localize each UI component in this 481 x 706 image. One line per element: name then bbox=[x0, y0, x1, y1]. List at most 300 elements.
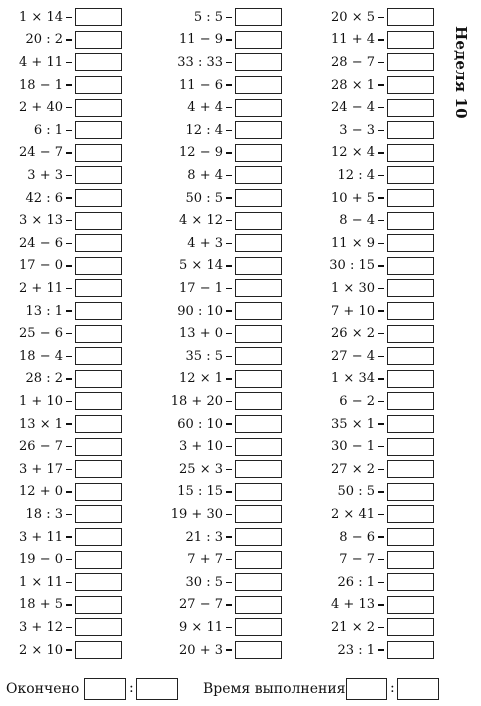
equals-dash bbox=[378, 469, 384, 470]
answer-box[interactable] bbox=[235, 144, 282, 162]
equals-dash bbox=[378, 446, 384, 447]
answer-box[interactable] bbox=[235, 460, 282, 478]
answer-box[interactable] bbox=[235, 392, 282, 410]
problem-row bbox=[0, 368, 122, 391]
problem-row bbox=[0, 458, 122, 481]
finished-minutes-box[interactable] bbox=[136, 678, 178, 700]
problem-expression: 11 × 9 bbox=[331, 235, 375, 251]
problem-expression: 15 : 15 bbox=[177, 484, 223, 500]
problem-row bbox=[160, 368, 282, 391]
problem-row bbox=[160, 571, 282, 594]
equals-dash bbox=[226, 62, 232, 63]
answer-box[interactable] bbox=[387, 618, 434, 636]
answer-box[interactable] bbox=[235, 551, 282, 569]
problem-expression: 17 − 0 bbox=[19, 258, 63, 274]
footer bbox=[0, 677, 481, 703]
problem-expression: 26 : 1 bbox=[337, 574, 375, 590]
answer-box[interactable] bbox=[235, 347, 282, 365]
equals-dash bbox=[66, 197, 72, 198]
answer-box[interactable] bbox=[387, 528, 434, 546]
answer-box[interactable] bbox=[387, 573, 434, 591]
equals-dash bbox=[226, 559, 232, 560]
problem-expression: 2 × 41 bbox=[331, 506, 375, 522]
answer-box[interactable] bbox=[235, 76, 282, 94]
problem-expression: 6 − 2 bbox=[339, 393, 375, 409]
equals-dash bbox=[378, 401, 384, 402]
equals-dash bbox=[226, 469, 232, 470]
problem-expression: 3 × 13 bbox=[19, 213, 63, 229]
equals-dash bbox=[66, 469, 72, 470]
equals-dash bbox=[378, 288, 384, 289]
answer-box[interactable] bbox=[235, 618, 282, 636]
answer-box[interactable] bbox=[75, 144, 122, 162]
problem-row bbox=[0, 616, 122, 639]
equals-dash bbox=[378, 243, 384, 244]
answer-box[interactable] bbox=[387, 53, 434, 71]
problem-expression: 4 × 12 bbox=[179, 213, 223, 229]
answer-box[interactable] bbox=[75, 415, 122, 433]
answer-box[interactable] bbox=[387, 234, 434, 252]
answer-box[interactable] bbox=[387, 166, 434, 184]
answer-box[interactable] bbox=[387, 31, 434, 49]
equals-dash bbox=[66, 604, 72, 605]
answer-box[interactable] bbox=[387, 325, 434, 343]
equals-dash bbox=[226, 220, 232, 221]
equals-dash bbox=[226, 288, 232, 289]
equals-dash bbox=[66, 288, 72, 289]
problem-row bbox=[312, 51, 434, 74]
equals-dash bbox=[226, 84, 232, 85]
problem-expression: 12 : 4 bbox=[185, 122, 223, 138]
problem-row bbox=[160, 142, 282, 165]
answer-box[interactable] bbox=[75, 8, 122, 26]
answer-box[interactable] bbox=[75, 76, 122, 94]
equals-dash bbox=[226, 197, 232, 198]
problem-expression: 60 : 10 bbox=[177, 416, 223, 432]
equals-dash bbox=[226, 310, 232, 311]
problem-row bbox=[160, 6, 282, 29]
answer-box[interactable] bbox=[387, 551, 434, 569]
problem-row bbox=[160, 232, 282, 255]
problem-expression: 4 + 13 bbox=[331, 597, 375, 613]
problem-row bbox=[312, 6, 434, 29]
answer-box[interactable] bbox=[75, 347, 122, 365]
equals-dash bbox=[66, 378, 72, 379]
equals-dash bbox=[378, 175, 384, 176]
equals-dash bbox=[378, 378, 384, 379]
equals-dash bbox=[66, 310, 72, 311]
problem-row bbox=[160, 481, 282, 504]
answer-box[interactable] bbox=[235, 234, 282, 252]
equals-dash bbox=[226, 17, 232, 18]
answer-box[interactable] bbox=[387, 121, 434, 139]
problem-row bbox=[0, 6, 122, 29]
equals-dash bbox=[226, 175, 232, 176]
answer-box[interactable] bbox=[387, 641, 434, 659]
problem-row bbox=[160, 503, 282, 526]
equals-dash bbox=[378, 582, 384, 583]
problem-row bbox=[160, 255, 282, 278]
problem-expression: 18 + 20 bbox=[170, 393, 223, 409]
answer-box[interactable] bbox=[387, 257, 434, 275]
problem-row bbox=[0, 142, 122, 165]
problem-row bbox=[0, 639, 122, 662]
answer-box[interactable] bbox=[387, 99, 434, 117]
problem-row bbox=[312, 639, 434, 662]
problem-expression: 4 + 3 bbox=[187, 235, 223, 251]
answer-box[interactable] bbox=[235, 257, 282, 275]
problem-row bbox=[312, 594, 434, 617]
answer-box[interactable] bbox=[75, 460, 122, 478]
equals-dash bbox=[66, 220, 72, 221]
problem-row bbox=[0, 481, 122, 504]
problem-expression: 13 × 1 bbox=[19, 416, 63, 432]
problem-row bbox=[160, 616, 282, 639]
problem-expression: 25 × 3 bbox=[179, 461, 223, 477]
equals-dash bbox=[66, 582, 72, 583]
problem-expression: 24 − 6 bbox=[19, 235, 63, 251]
answer-box[interactable] bbox=[75, 483, 122, 501]
answer-box[interactable] bbox=[75, 370, 122, 388]
problem-row bbox=[160, 119, 282, 142]
problem-expression: 3 − 3 bbox=[339, 122, 375, 138]
problem-row bbox=[0, 187, 122, 210]
problem-row bbox=[160, 51, 282, 74]
answer-box[interactable] bbox=[235, 53, 282, 71]
problem-row bbox=[0, 435, 122, 458]
answer-box[interactable] bbox=[387, 302, 434, 320]
problem-expression: 12 × 1 bbox=[179, 371, 223, 387]
equals-dash bbox=[378, 265, 384, 266]
problem-row bbox=[160, 164, 282, 187]
problem-expression: 27 − 4 bbox=[331, 348, 375, 364]
answer-box[interactable] bbox=[235, 121, 282, 139]
problem-expression: 7 − 7 bbox=[339, 552, 375, 568]
equals-dash bbox=[66, 649, 72, 650]
problem-expression: 28 − 7 bbox=[331, 54, 375, 70]
equals-dash bbox=[226, 265, 232, 266]
problem-row bbox=[312, 277, 434, 300]
answer-box[interactable] bbox=[387, 212, 434, 230]
equals-dash bbox=[226, 378, 232, 379]
equals-dash bbox=[226, 446, 232, 447]
equals-dash bbox=[226, 130, 232, 131]
week-title: Неделя 10 bbox=[452, 26, 470, 119]
answer-box[interactable] bbox=[75, 325, 122, 343]
problem-expression: 42 : 6 bbox=[25, 190, 63, 206]
problem-row bbox=[0, 255, 122, 278]
problem-expression: 20 + 3 bbox=[179, 642, 223, 658]
problem-row bbox=[160, 594, 282, 617]
answer-box[interactable] bbox=[387, 415, 434, 433]
finished-hours-box[interactable] bbox=[84, 678, 126, 700]
problem-expression: 18 − 1 bbox=[19, 77, 63, 93]
answer-box[interactable] bbox=[235, 573, 282, 591]
problem-expression: 3 + 3 bbox=[27, 167, 63, 183]
answer-box[interactable] bbox=[235, 370, 282, 388]
equals-dash bbox=[378, 491, 384, 492]
answer-box[interactable] bbox=[235, 279, 282, 297]
equals-dash bbox=[378, 84, 384, 85]
equals-dash bbox=[66, 423, 72, 424]
answer-box[interactable] bbox=[387, 347, 434, 365]
problem-expression: 3 + 10 bbox=[179, 439, 223, 455]
answer-box[interactable] bbox=[75, 392, 122, 410]
problem-expression: 1 × 14 bbox=[19, 9, 63, 25]
problem-row bbox=[312, 255, 434, 278]
equals-dash bbox=[378, 356, 384, 357]
problem-expression: 8 + 4 bbox=[187, 167, 223, 183]
answer-box[interactable] bbox=[75, 302, 122, 320]
problem-expression: 18 + 5 bbox=[19, 597, 63, 613]
equals-dash bbox=[378, 536, 384, 537]
problem-row bbox=[312, 435, 434, 458]
problem-expression: 33 : 33 bbox=[177, 54, 223, 70]
answer-box[interactable] bbox=[75, 279, 122, 297]
answer-box[interactable] bbox=[235, 483, 282, 501]
problem-row bbox=[160, 187, 282, 210]
answer-box[interactable] bbox=[75, 166, 122, 184]
problem-expression: 1 × 34 bbox=[331, 371, 375, 387]
problem-row bbox=[0, 232, 122, 255]
problem-row bbox=[160, 548, 282, 571]
problem-row bbox=[0, 526, 122, 549]
problem-expression: 12 : 4 bbox=[337, 167, 375, 183]
equals-dash bbox=[226, 423, 232, 424]
equals-dash bbox=[66, 243, 72, 244]
equals-dash bbox=[66, 62, 72, 63]
equals-dash bbox=[378, 39, 384, 40]
problem-expression: 19 − 0 bbox=[19, 552, 63, 568]
problem-row bbox=[0, 571, 122, 594]
equals-dash bbox=[226, 356, 232, 357]
problem-row bbox=[160, 526, 282, 549]
problem-expression: 28 × 1 bbox=[331, 77, 375, 93]
problem-row bbox=[0, 594, 122, 617]
answer-box[interactable] bbox=[235, 505, 282, 523]
equals-dash bbox=[378, 604, 384, 605]
answer-box[interactable] bbox=[387, 505, 434, 523]
problem-row bbox=[0, 345, 122, 368]
equals-dash bbox=[66, 265, 72, 266]
answer-box[interactable] bbox=[235, 189, 282, 207]
equals-dash bbox=[226, 514, 232, 515]
equals-dash bbox=[226, 107, 232, 108]
answer-box[interactable] bbox=[75, 257, 122, 275]
answer-box[interactable] bbox=[75, 121, 122, 139]
problem-expression: 1 × 30 bbox=[331, 280, 375, 296]
problem-expression: 35 × 1 bbox=[331, 416, 375, 432]
problem-expression: 9 × 11 bbox=[179, 619, 223, 635]
answer-box[interactable] bbox=[75, 189, 122, 207]
equals-dash bbox=[226, 39, 232, 40]
problem-expression: 24 − 7 bbox=[19, 145, 63, 161]
problem-row bbox=[160, 29, 282, 52]
answer-box[interactable] bbox=[387, 438, 434, 456]
problem-expression: 30 − 1 bbox=[331, 439, 375, 455]
problem-row bbox=[312, 548, 434, 571]
answer-box[interactable] bbox=[387, 392, 434, 410]
answer-box[interactable] bbox=[387, 144, 434, 162]
answer-box[interactable] bbox=[75, 234, 122, 252]
answer-box[interactable] bbox=[387, 189, 434, 207]
answer-box[interactable] bbox=[387, 483, 434, 501]
answer-box[interactable] bbox=[235, 302, 282, 320]
answer-box[interactable] bbox=[235, 166, 282, 184]
equals-dash bbox=[66, 356, 72, 357]
problem-row bbox=[312, 119, 434, 142]
answer-box[interactable] bbox=[235, 212, 282, 230]
problem-row bbox=[160, 322, 282, 345]
time-minutes-box[interactable] bbox=[346, 678, 387, 700]
equals-dash bbox=[226, 491, 232, 492]
answer-box[interactable] bbox=[75, 528, 122, 546]
equals-dash bbox=[378, 333, 384, 334]
problem-row bbox=[160, 639, 282, 662]
answer-box[interactable] bbox=[75, 551, 122, 569]
equals-dash bbox=[66, 401, 72, 402]
equals-dash bbox=[66, 536, 72, 537]
problem-row bbox=[312, 29, 434, 52]
finished-label: Окончено bbox=[6, 681, 80, 697]
problem-expression: 1 × 11 bbox=[19, 574, 63, 590]
equals-dash bbox=[378, 220, 384, 221]
equals-dash bbox=[226, 401, 232, 402]
answer-box[interactable] bbox=[75, 618, 122, 636]
time-colon: : bbox=[390, 680, 395, 696]
answer-box[interactable] bbox=[235, 415, 282, 433]
problem-expression: 3 + 11 bbox=[19, 529, 63, 545]
problem-row bbox=[0, 277, 122, 300]
equals-dash bbox=[66, 491, 72, 492]
answer-box[interactable] bbox=[387, 76, 434, 94]
problem-expression: 30 : 5 bbox=[185, 574, 223, 590]
answer-box[interactable] bbox=[235, 8, 282, 26]
equals-dash bbox=[378, 627, 384, 628]
answer-box[interactable] bbox=[235, 325, 282, 343]
answer-box[interactable] bbox=[75, 573, 122, 591]
problem-expression: 13 + 0 bbox=[179, 326, 223, 342]
problem-expression: 7 + 7 bbox=[187, 552, 223, 568]
answer-box[interactable] bbox=[235, 596, 282, 614]
problem-expression: 5 × 14 bbox=[179, 258, 223, 274]
problem-row bbox=[312, 571, 434, 594]
problem-expression: 12 + 0 bbox=[19, 484, 63, 500]
problem-row bbox=[0, 300, 122, 323]
problem-row bbox=[312, 458, 434, 481]
equals-dash bbox=[378, 197, 384, 198]
problem-expression: 21 : 3 bbox=[185, 529, 223, 545]
problem-expression: 20 × 5 bbox=[331, 9, 375, 25]
problem-row bbox=[312, 232, 434, 255]
problem-expression: 26 − 7 bbox=[19, 439, 63, 455]
problem-expression: 17 − 1 bbox=[179, 280, 223, 296]
equals-dash bbox=[66, 107, 72, 108]
equals-dash bbox=[378, 649, 384, 650]
equals-dash bbox=[226, 627, 232, 628]
answer-box[interactable] bbox=[387, 370, 434, 388]
answer-box[interactable] bbox=[75, 505, 122, 523]
problem-expression: 21 × 2 bbox=[331, 619, 375, 635]
answer-box[interactable] bbox=[235, 438, 282, 456]
problem-expression: 1 + 10 bbox=[19, 393, 63, 409]
problem-row bbox=[160, 74, 282, 97]
answer-box[interactable] bbox=[387, 8, 434, 26]
problem-row bbox=[0, 390, 122, 413]
answer-box[interactable] bbox=[75, 438, 122, 456]
answer-box[interactable] bbox=[75, 31, 122, 49]
problem-expression: 12 × 4 bbox=[331, 145, 375, 161]
problem-row bbox=[0, 29, 122, 52]
problem-expression: 8 − 6 bbox=[339, 529, 375, 545]
problem-expression: 13 : 1 bbox=[25, 303, 63, 319]
equals-dash bbox=[66, 130, 72, 131]
problem-expression: 18 − 4 bbox=[19, 348, 63, 364]
equals-dash bbox=[66, 627, 72, 628]
problem-expression: 4 + 11 bbox=[19, 54, 63, 70]
finished-colon: : bbox=[129, 680, 134, 696]
problem-expression: 11 − 6 bbox=[179, 77, 223, 93]
equals-dash bbox=[66, 333, 72, 334]
equals-dash bbox=[66, 17, 72, 18]
problem-row bbox=[0, 164, 122, 187]
equals-dash bbox=[226, 604, 232, 605]
answer-box[interactable] bbox=[75, 212, 122, 230]
problem-row bbox=[0, 503, 122, 526]
equals-dash bbox=[226, 649, 232, 650]
equals-dash bbox=[378, 514, 384, 515]
answer-box[interactable] bbox=[387, 279, 434, 297]
problem-expression: 50 : 5 bbox=[337, 484, 375, 500]
problem-row bbox=[160, 435, 282, 458]
problem-row bbox=[312, 187, 434, 210]
problem-row bbox=[312, 413, 434, 436]
time-label: Время выполнения bbox=[203, 681, 346, 697]
answer-box[interactable] bbox=[235, 528, 282, 546]
problem-expression: 3 + 12 bbox=[19, 619, 63, 635]
answer-box[interactable] bbox=[235, 99, 282, 117]
answer-box[interactable] bbox=[75, 596, 122, 614]
problem-row bbox=[0, 548, 122, 571]
time-seconds-box[interactable] bbox=[397, 678, 439, 700]
answer-box[interactable] bbox=[75, 53, 122, 71]
answer-box[interactable] bbox=[235, 31, 282, 49]
problem-expression: 25 − 6 bbox=[19, 326, 63, 342]
problem-expression: 12 − 9 bbox=[179, 145, 223, 161]
problem-row bbox=[0, 209, 122, 232]
equals-dash bbox=[378, 559, 384, 560]
problem-row bbox=[312, 96, 434, 119]
problem-expression: 90 : 10 bbox=[177, 303, 223, 319]
problem-row bbox=[312, 481, 434, 504]
problem-expression: 6 : 1 bbox=[33, 122, 63, 138]
problem-row bbox=[312, 322, 434, 345]
problem-row bbox=[160, 390, 282, 413]
answer-box[interactable] bbox=[75, 641, 122, 659]
problem-expression: 2 × 10 bbox=[19, 642, 63, 658]
answer-box[interactable] bbox=[387, 460, 434, 478]
problem-expression: 23 : 1 bbox=[337, 642, 375, 658]
answer-box[interactable] bbox=[75, 99, 122, 117]
answer-box[interactable] bbox=[387, 596, 434, 614]
problem-expression: 7 + 10 bbox=[331, 303, 375, 319]
answer-box[interactable] bbox=[235, 641, 282, 659]
problem-row bbox=[160, 300, 282, 323]
problem-expression: 2 + 40 bbox=[19, 100, 63, 116]
problem-row bbox=[160, 413, 282, 436]
problem-expression: 24 − 4 bbox=[331, 100, 375, 116]
problem-row bbox=[0, 74, 122, 97]
